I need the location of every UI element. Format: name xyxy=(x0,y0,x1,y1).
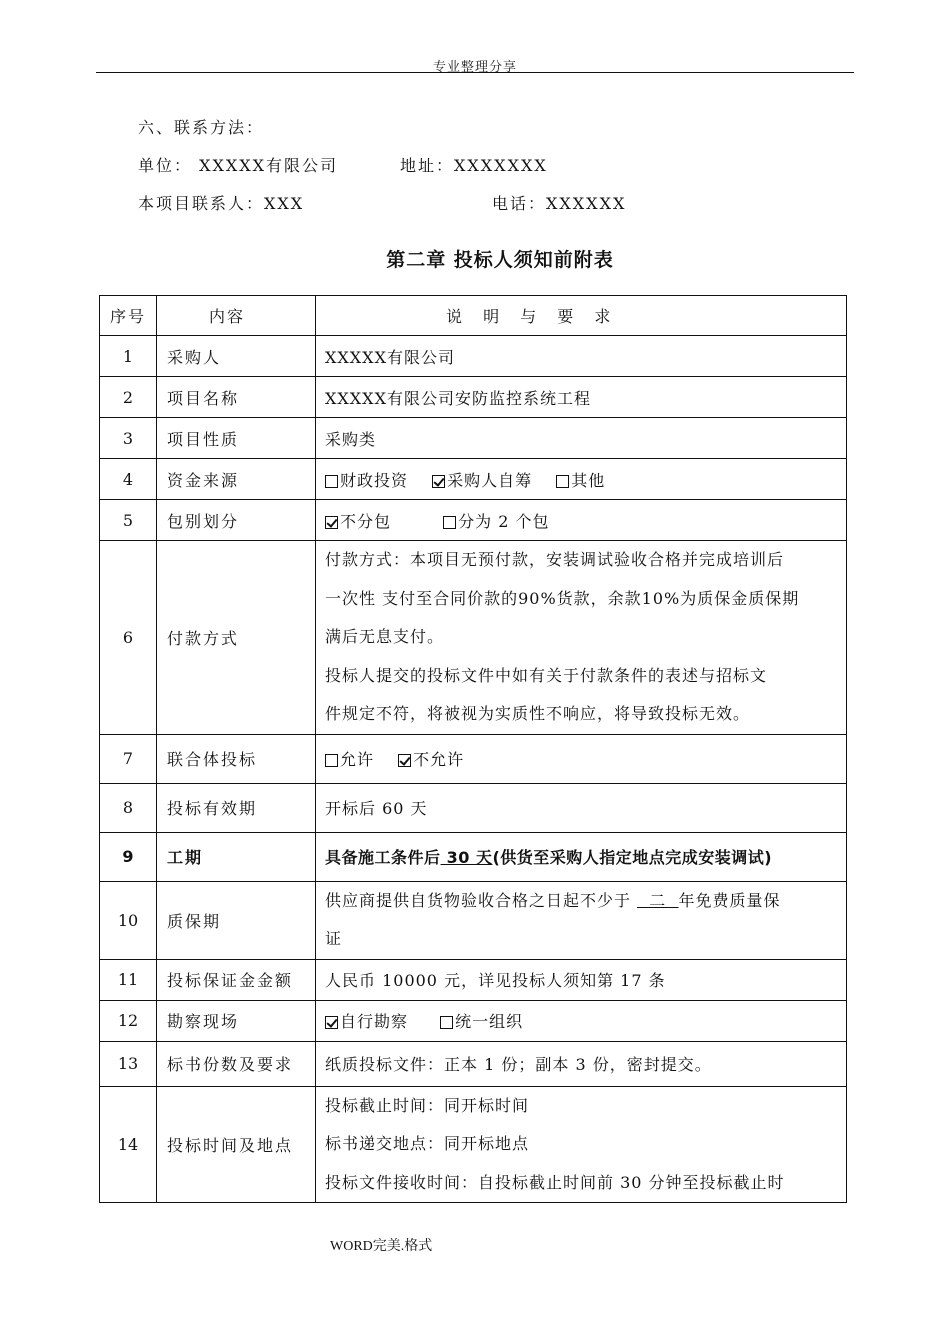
row-num: 10 xyxy=(100,881,157,959)
desc-prefix: 具备施工条件后 xyxy=(325,848,441,867)
option-label: 自行勘察 xyxy=(340,1012,409,1031)
row-options xyxy=(316,459,847,500)
option-label: 采购人自筹 xyxy=(447,470,533,490)
table-row xyxy=(100,1086,847,1203)
desc-suffix: 年免费质量保 xyxy=(678,890,781,910)
row-num: 2 xyxy=(100,377,157,418)
table-row xyxy=(100,418,847,459)
row-item: 投标保证金金额 xyxy=(157,959,316,1000)
package-option xyxy=(325,512,391,531)
row-desc: 采购类 xyxy=(316,418,847,459)
empty-box-icon xyxy=(325,754,338,767)
survey-option xyxy=(440,1012,523,1031)
option-label: 不分包 xyxy=(340,511,392,531)
row-item: 付款方式 xyxy=(157,541,316,735)
funding-option xyxy=(556,471,605,490)
header-item: 内容 xyxy=(157,296,316,336)
contact-person: 本项目联系人：XXX xyxy=(138,194,305,213)
consortium-option xyxy=(325,750,374,769)
option-label: 不允许 xyxy=(413,750,465,769)
desc-line: 满后无息支付。 xyxy=(325,627,445,646)
desc-line xyxy=(325,882,842,921)
desc-line: 件规定不符，将被视为实质性不响应，将导致投标无效。 xyxy=(325,704,751,723)
contact-address: 地址：XXXXXXX xyxy=(400,156,548,175)
package-option xyxy=(443,512,549,531)
row-num: 9 xyxy=(100,832,157,881)
desc-prefix: 供应商提供自货物验收合格之日起不少于 xyxy=(325,890,638,910)
desc-line: 投标人提交的投标文件中如有关于付款条件的表述与招标文 xyxy=(325,665,768,685)
table-row xyxy=(100,377,847,418)
header-desc: 说 明 与 要 求 xyxy=(316,296,847,336)
row-desc: XXXXX有限公司安防监控系统工程 xyxy=(316,377,847,418)
row-num: 3 xyxy=(100,418,157,459)
consortium-option xyxy=(398,750,464,769)
option-label: 其他 xyxy=(571,470,606,490)
row-num: 12 xyxy=(100,1000,157,1041)
empty-box-icon xyxy=(325,475,338,488)
table-header-row xyxy=(100,296,847,336)
row-item: 标书份数及要求 xyxy=(157,1041,316,1086)
row-options xyxy=(316,1000,847,1041)
table-row xyxy=(100,832,847,881)
funding-option xyxy=(432,471,532,490)
table-row xyxy=(100,783,847,832)
row-item: 工期 xyxy=(157,832,316,881)
option-label: 财政投资 xyxy=(340,470,409,490)
row-desc: 人民币 10000 元，详见投标人须知第 17 条 xyxy=(316,959,847,1000)
page-footer: WORD完美.格式 xyxy=(330,1239,433,1254)
desc-line: 证 xyxy=(325,929,343,948)
contact-phone: 电话：XXXXXX xyxy=(492,194,627,213)
chapter-title: 第二章 投标人须知前附表 xyxy=(386,249,614,271)
row-options xyxy=(316,734,847,783)
desc-line: 投标截止时间：同开标时间 xyxy=(325,1095,530,1115)
funding-option xyxy=(325,471,408,490)
desc-line: 付款方式：本项目无预付款，安装调试验收合格并完成培训后 xyxy=(325,550,785,569)
desc-suffix: (供货至采购人指定地点完成安装调试) xyxy=(492,848,773,867)
row-item: 投标时间及地点 xyxy=(157,1086,316,1203)
contact-unit: 单位： XXXXX有限公司 xyxy=(138,156,339,175)
row-item: 投标有效期 xyxy=(157,783,316,832)
checked-box-icon xyxy=(325,1016,338,1029)
page-header: 专业整理分享 xyxy=(432,60,517,75)
row-item: 资金来源 xyxy=(157,459,316,500)
requirements-table xyxy=(99,295,847,1203)
empty-box-icon xyxy=(556,475,569,488)
row-item: 包别划分 xyxy=(157,500,316,541)
table-row xyxy=(100,959,847,1000)
table-row xyxy=(100,734,847,783)
row-num: 11 xyxy=(100,959,157,1000)
row-num: 7 xyxy=(100,734,157,783)
row-num: 1 xyxy=(100,336,157,377)
row-desc xyxy=(316,541,847,735)
table-row xyxy=(100,541,847,735)
checked-box-icon xyxy=(398,754,411,767)
desc-underlined: 30 天 xyxy=(440,848,493,867)
table-row xyxy=(100,1000,847,1041)
row-item: 勘察现场 xyxy=(157,1000,316,1041)
row-num: 4 xyxy=(100,459,157,500)
option-label: 分为 2 个包 xyxy=(458,511,550,531)
row-item: 项目性质 xyxy=(157,418,316,459)
row-item: 项目名称 xyxy=(157,377,316,418)
checked-box-icon xyxy=(325,516,338,529)
empty-box-icon xyxy=(440,1016,453,1029)
row-num: 13 xyxy=(100,1041,157,1086)
contact-section-title: 六、联系方法： xyxy=(138,118,265,137)
row-desc: 开标后 60 天 xyxy=(316,783,847,832)
survey-option xyxy=(325,1012,408,1031)
row-desc xyxy=(316,832,847,881)
desc-line: 投标文件接收时间：自投标截止时间前 30 分钟至投标截止时 xyxy=(325,1172,785,1192)
checked-box-icon xyxy=(432,475,445,488)
row-desc: 纸质投标文件：正本 1 份；副本 3 份，密封提交。 xyxy=(316,1041,847,1086)
row-desc xyxy=(316,1086,847,1203)
header-num: 序号 xyxy=(100,296,157,336)
desc-underlined: 二 xyxy=(637,890,679,910)
row-item: 采购人 xyxy=(157,336,316,377)
desc-line: 一次性 支付至合同价款的90%货款，余款10%为质保金质保期 xyxy=(325,588,800,608)
header-rule xyxy=(96,72,854,73)
table-row xyxy=(100,500,847,541)
table-row xyxy=(100,1041,847,1086)
row-num: 5 xyxy=(100,500,157,541)
table-row xyxy=(100,336,847,377)
row-num: 8 xyxy=(100,783,157,832)
row-desc xyxy=(316,881,847,959)
row-desc: XXXXX有限公司 xyxy=(316,336,847,377)
table-row xyxy=(100,881,847,959)
row-options xyxy=(316,500,847,541)
desc-line: 标书递交地点：同开标地点 xyxy=(325,1134,530,1153)
row-num: 6 xyxy=(100,541,157,735)
option-label: 允许 xyxy=(340,750,375,769)
row-num: 14 xyxy=(100,1086,157,1203)
empty-box-icon xyxy=(443,516,456,529)
table-row xyxy=(100,459,847,500)
row-item: 联合体投标 xyxy=(157,734,316,783)
option-label: 统一组织 xyxy=(455,1012,524,1031)
row-item: 质保期 xyxy=(157,881,316,959)
